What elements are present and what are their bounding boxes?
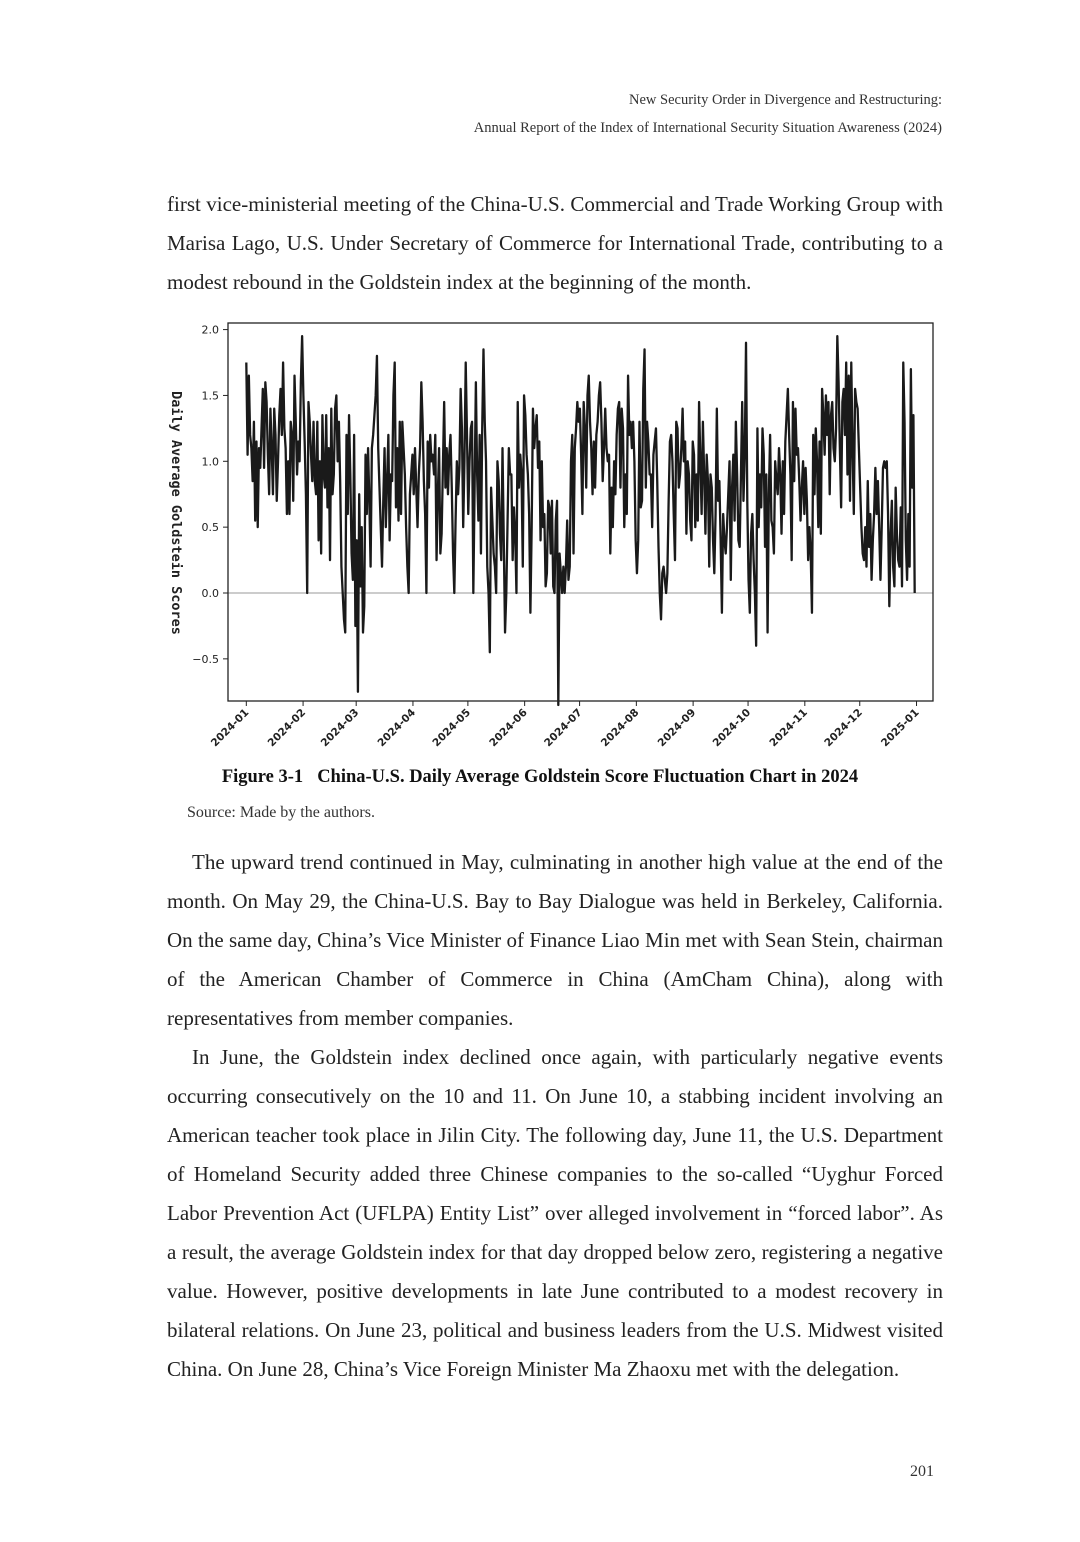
x-tick-label: 2024-09 (655, 706, 699, 750)
x-tick-label: 2024-11 (767, 706, 810, 750)
y-axis-label: Daily Average Goldstein Scores (168, 391, 184, 635)
y-tick-label: 0.0 (201, 587, 219, 600)
y-tick-label: 2.0 (201, 323, 219, 337)
x-axis (209, 701, 922, 749)
y-axis (192, 324, 228, 666)
figure-number: Figure 3-1 (221, 767, 304, 787)
plot-frame (228, 323, 933, 701)
x-tick-label: 2024-12 (822, 706, 865, 750)
body-paragraph-2: The upward trend continued in May, culminating in another high value at the end of the month. On May 29, the China-U.S. Bay to Bay Dialogue was held in Berkeley, California. On the same day, China’s Vice Minister of Finance Liao Min met with Sean Stein, chairman of the American Chamber of Commerce in China (AmCham China), along with representatives from member companies. (167, 850, 943, 1030)
x-tick-label: 2024-07 (542, 706, 585, 750)
running-head-line-1: New Security Order in Divergence and Restructuring: (629, 92, 942, 108)
running-head-line-2: Annual Report of the Index of International Security Situation Awareness (2024) (473, 120, 942, 136)
body-paragraph-1: first vice-ministerial meeting of the China-U.S. Commercial and Trade Working Group with Marisa Lago, U.S. Under Secretary of Commerce for International Trade, contributing to a modest rebound in the Goldstein index at the beginning of the month. (167, 192, 943, 294)
y-tick-label: 1.5 (201, 389, 219, 403)
x-tick-label: 2024-01 (208, 706, 252, 750)
body-paragraph-3: In June, the Goldstein index declined once again, with particularly negative events occurring consecutively on the 10 and 11. On June 10, a stabbing incident involving an American teacher took place in Jilin City. The following day, June 11, the U.S. Department of Homeland Security added three Chinese companies to the so-called “Uyghur Forced Labor Prevention Act (UFLPA) Entity List” over alleged involvement in “forced labor”. As a result, the average Goldstein index for that day dropped below zero, registering a negative value. However, positive developments in late June contributed to a modest recovery in bilateral relations. On June 23, political and business leaders from the U.S. Midwest visited China. On June 28, China’s Vice Foreign Minister Ma Zhaoxu met with the delegation. (167, 1045, 943, 1381)
figure-source-note: Source: Made by the authors. (187, 804, 375, 821)
x-tick-label: 2024-02 (265, 706, 309, 750)
x-tick-label: 2024-05 (430, 706, 474, 750)
goldstein-line-chart (0, 0, 1080, 770)
page-number: 201 (910, 1463, 934, 1480)
x-tick-label: 2025-01 (879, 706, 922, 750)
y-tick-label: 1.0 (201, 455, 219, 469)
y-tick-label: 0.5 (201, 521, 219, 535)
x-tick-label: 2024-08 (598, 706, 642, 750)
figure-title: China-U.S. Daily Average Goldstein Score Fluctuation Chart in 2024 (317, 767, 859, 787)
figure-caption (0, 767, 1080, 788)
x-tick-label: 2024-04 (375, 706, 419, 750)
x-tick-label: 2024-10 (710, 706, 754, 750)
y-tick-label: −0.5 (192, 652, 219, 666)
x-tick-label: 2024-03 (318, 706, 362, 750)
x-tick-label: 2024-06 (487, 706, 530, 750)
series-line (246, 336, 914, 705)
